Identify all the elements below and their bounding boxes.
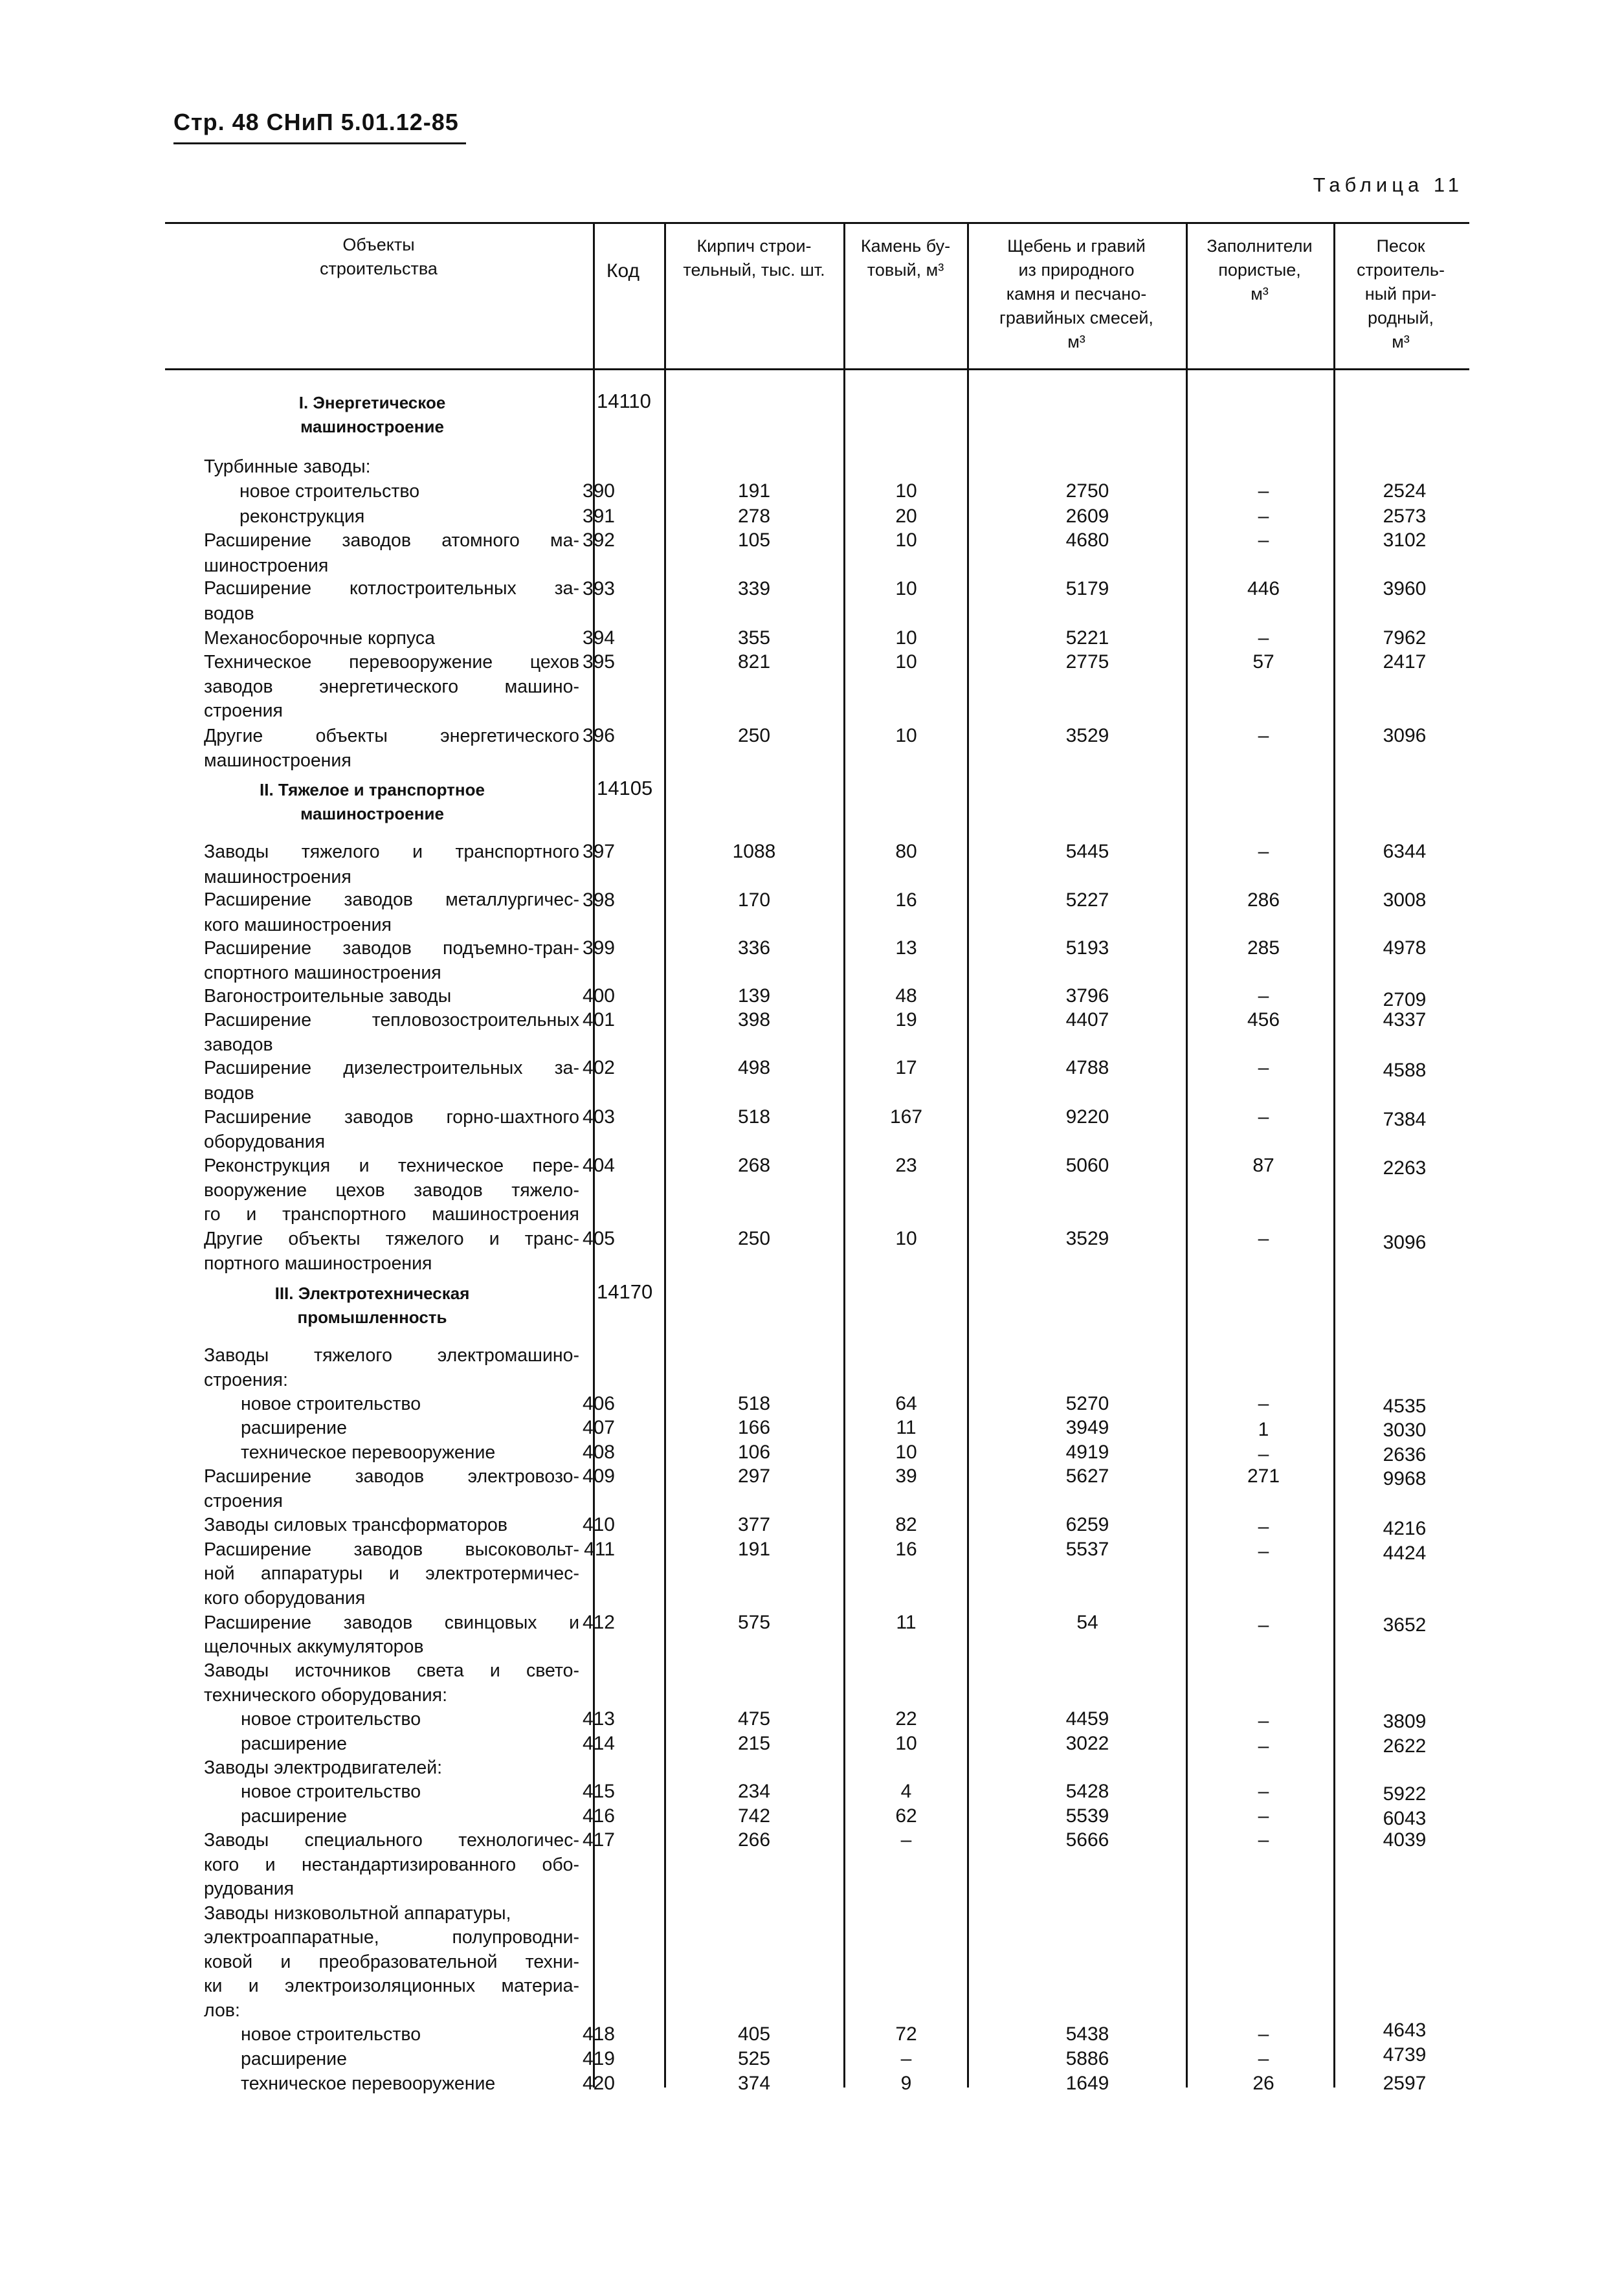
cell-brick: 191	[737, 1539, 771, 1560]
row-label: Заводы источников света и свето-	[204, 1660, 579, 1681]
cell-code: 409	[582, 1465, 615, 1487]
cell-gravel: 5539	[1065, 1805, 1109, 1827]
row-label: Другие объекты тяжелого и транс-	[204, 1229, 579, 1249]
row-label: ковой и преобразовательной техни-	[204, 1952, 579, 1972]
cell-sand: 4588	[1383, 1060, 1427, 1081]
cell-stone: 10	[895, 725, 917, 746]
cell-code: 403	[582, 1106, 615, 1128]
cell-brick: 575	[737, 1612, 771, 1633]
row-label: Заводы специального технологичес-	[204, 1830, 579, 1851]
cell-stone: 10	[895, 627, 917, 649]
cell-gravel: 9220	[1065, 1106, 1109, 1128]
column-divider	[1186, 222, 1188, 2088]
cell-stone: 39	[895, 1465, 917, 1487]
column-divider	[664, 222, 666, 2088]
cell-code: 416	[582, 1805, 615, 1827]
cell-gravel: 5193	[1065, 937, 1109, 959]
row-label: кого оборудования	[204, 1588, 366, 1609]
cell-code: 411	[584, 1539, 615, 1560]
cell-fillers: –	[1258, 480, 1269, 502]
table-header-rule	[165, 368, 1469, 370]
row-label: кого и нестандартизированного обо-	[204, 1854, 579, 1875]
cell-sand: 6344	[1383, 841, 1427, 862]
cell-stone: 11	[896, 1612, 917, 1633]
row-label: ной аппаратуры и электротермичес-	[204, 1563, 579, 1584]
row-label: Расширение заводов высоковольт-	[204, 1539, 579, 1560]
column-header-stone: Камень бу- товый, м³	[860, 236, 951, 280]
row-label: машиностроения	[204, 750, 351, 771]
cell-brick: 398	[737, 1009, 771, 1030]
row-label: Расширение заводов атомного ма-	[204, 530, 579, 551]
row-label: портного машиностроения	[204, 1253, 432, 1274]
cell-gravel: 2609	[1065, 506, 1109, 527]
cell-brick: 278	[737, 506, 771, 527]
cell-sand: 2597	[1383, 2073, 1427, 2094]
cell-fillers: 285	[1247, 937, 1280, 959]
cell-fillers: 446	[1247, 578, 1280, 599]
row-label: Расширение котлостроительных за-	[204, 578, 579, 599]
cell-sand: 4216	[1383, 1518, 1427, 1539]
row-label: машиностроения	[204, 867, 351, 887]
cell-gravel: 5060	[1065, 1155, 1109, 1176]
cell-sand: 6043	[1383, 1808, 1427, 1829]
cell-brick: 215	[737, 1733, 771, 1754]
cell-sand: 2524	[1383, 480, 1427, 502]
cell-brick: 336	[737, 937, 771, 959]
cell-gravel: 2750	[1065, 480, 1109, 502]
cell-gravel: 3796	[1065, 985, 1109, 1007]
cell-fillers: –	[1258, 1710, 1269, 1732]
cell-sand: 3096	[1383, 1232, 1427, 1253]
cell-brick: 297	[737, 1465, 771, 1487]
section-title: III. Электротехническая промышленность	[274, 1284, 470, 1327]
row-label: спортного машиностроения	[204, 963, 441, 983]
cell-fillers: –	[1258, 1228, 1269, 1249]
row-label: Вагоностроительные заводы	[204, 986, 452, 1007]
cell-fillers: 286	[1247, 889, 1280, 911]
column-divider	[1333, 222, 1335, 2088]
cell-sand: 3809	[1383, 1711, 1427, 1732]
column-header-sand: Песок строитель- ный при- родный, м³	[1357, 236, 1445, 351]
row-label: расширение	[241, 2049, 347, 2069]
cell-gravel: 5227	[1065, 889, 1109, 911]
cell-sand: 7384	[1383, 1109, 1427, 1130]
cell-code: 414	[582, 1733, 615, 1754]
cell-code: 395	[582, 651, 615, 673]
row-label: технического оборудования:	[204, 1685, 448, 1706]
row-label: Заводы силовых трансформаторов	[204, 1515, 508, 1535]
cell-stone: 48	[895, 985, 917, 1007]
section-title: II. Тяжелое и транспортное машиностроение	[260, 780, 485, 823]
cell-gravel: 3529	[1065, 725, 1109, 746]
cell-stone: 10	[895, 480, 917, 502]
cell-code: 412	[582, 1612, 615, 1633]
row-label: шиностроения	[204, 555, 329, 576]
cell-gravel: 1649	[1065, 2073, 1109, 2094]
cell-fillers: –	[1258, 1057, 1269, 1078]
cell-fillers: –	[1258, 1735, 1269, 1757]
cell-fillers: –	[1258, 627, 1269, 649]
cell-code: 393	[582, 578, 615, 599]
row-label: Расширение заводов горно-шахтного	[204, 1107, 579, 1128]
cell-gravel: 5428	[1065, 1781, 1109, 1802]
cell-code: 392	[582, 529, 615, 551]
cell-brick: 250	[737, 1228, 771, 1249]
row-label: рудования	[204, 1878, 295, 1899]
cell-code: 397	[582, 841, 615, 862]
row-label: Расширение заводов электровозо-	[204, 1466, 579, 1487]
cell-brick: 821	[737, 651, 771, 673]
cell-gravel: 5221	[1065, 627, 1109, 649]
cell-code: 396	[582, 725, 615, 746]
cell-stone: 17	[895, 1057, 917, 1078]
cell-fillers: 26	[1252, 2073, 1274, 2094]
cell-stone: 10	[895, 578, 917, 599]
cell-brick: 170	[737, 889, 771, 911]
cell-gravel: 5537	[1065, 1539, 1109, 1560]
cell-code: 419	[582, 2048, 615, 2069]
row-label: Турбинные заводы:	[204, 456, 371, 477]
cell-gravel: 4407	[1065, 1009, 1109, 1030]
cell-fillers: –	[1258, 1614, 1269, 1636]
cell-code: 398	[582, 889, 615, 911]
cell-stone: –	[900, 1829, 912, 1851]
cell-sand: 2622	[1383, 1735, 1427, 1757]
row-label: Расширение заводов подъемно-тран-	[204, 938, 579, 959]
column-header-fillers: Заполнители пористые, м³	[1207, 236, 1313, 304]
row-label: водов	[204, 1083, 254, 1104]
row-label: водов	[204, 603, 254, 624]
column-header-gravel: Щебень и гравий из природного камня и песчано- гравийных смесей, м³	[999, 236, 1153, 351]
cell-stone: 62	[895, 1805, 917, 1827]
cell-stone: 10	[895, 1733, 917, 1754]
row-label: новое строительство	[239, 481, 420, 502]
cell-sand: 7962	[1383, 627, 1427, 649]
row-label: новое строительство	[241, 1394, 421, 1414]
cell-code: 418	[582, 2023, 615, 2045]
cell-code: 410	[582, 1514, 615, 1535]
row-label: Заводы электродвигателей:	[204, 1757, 443, 1778]
cell-sand: 3096	[1383, 725, 1427, 746]
cell-brick: 191	[737, 480, 771, 502]
row-label: Механосборочные корпуса	[204, 628, 435, 649]
cell-stone: 16	[895, 889, 917, 911]
row-label: техническое перевооружение	[241, 1442, 496, 1463]
cell-fillers: –	[1258, 1443, 1269, 1465]
section-code: 14105	[597, 777, 653, 799]
cell-gravel: 5445	[1065, 841, 1109, 862]
row-label: электроаппаратные, полупроводни-	[204, 1927, 579, 1948]
cell-brick: 106	[737, 1442, 771, 1463]
row-label: Расширение тепловозостроительных	[204, 1010, 579, 1030]
cell-brick: 234	[737, 1781, 771, 1802]
row-label: заводов	[204, 1034, 273, 1055]
table-caption: Таблица 11	[1313, 173, 1463, 196]
cell-gravel: 3022	[1065, 1733, 1109, 1754]
cell-fillers: –	[1258, 506, 1269, 527]
row-label: Расширение заводов свинцовых и	[204, 1612, 579, 1633]
cell-fillers: –	[1258, 1829, 1269, 1851]
cell-code: 405	[582, 1228, 615, 1249]
cell-gravel: 3529	[1065, 1228, 1109, 1249]
cell-fillers: –	[1258, 2048, 1269, 2069]
cell-sand: 3102	[1383, 529, 1427, 551]
cell-gravel: 3949	[1065, 1417, 1109, 1438]
cell-sand: 4978	[1383, 937, 1427, 959]
cell-stone: 80	[895, 841, 917, 862]
cell-stone: 64	[895, 1393, 917, 1414]
cell-sand: 2709	[1383, 989, 1427, 1010]
cell-stone: 10	[895, 651, 917, 673]
cell-stone: 13	[895, 937, 917, 959]
cell-fillers: 271	[1247, 1465, 1280, 1487]
cell-brick: 374	[737, 2073, 771, 2094]
row-label: го и транспортного машиностроения	[204, 1204, 579, 1225]
cell-sand: 2636	[1383, 1444, 1427, 1465]
cell-code: 407	[582, 1417, 615, 1438]
row-label: реконструкция	[239, 506, 365, 527]
cell-sand: 4739	[1383, 2044, 1427, 2066]
cell-gravel: 5627	[1065, 1465, 1109, 1487]
cell-stone: 72	[895, 2023, 917, 2045]
cell-sand: 4424	[1383, 1542, 1427, 1564]
cell-gravel: 4919	[1065, 1442, 1109, 1463]
cell-fillers: –	[1258, 841, 1269, 862]
cell-gravel: 4680	[1065, 529, 1109, 551]
column-divider	[967, 222, 969, 2088]
cell-stone: 16	[895, 1539, 917, 1560]
column-header-code: Код	[606, 260, 640, 282]
row-label: Заводы низковольтной аппаратуры,	[204, 1903, 511, 1924]
cell-sand: 3652	[1383, 1614, 1427, 1636]
cell-gravel: 5270	[1065, 1393, 1109, 1414]
cell-fillers: 456	[1247, 1009, 1280, 1030]
row-label: щелочных аккумуляторов	[204, 1636, 424, 1657]
cell-brick: 475	[737, 1708, 771, 1730]
cell-brick: 139	[737, 985, 771, 1007]
row-label: расширение	[241, 1733, 347, 1754]
cell-gravel: 5886	[1065, 2048, 1109, 2069]
cell-code: 400	[582, 985, 615, 1007]
cell-sand: 5922	[1383, 1783, 1427, 1805]
cell-sand: 4643	[1383, 2020, 1427, 2041]
cell-stone: 167	[889, 1106, 923, 1128]
row-label: строения:	[204, 1370, 288, 1390]
cell-fillers: –	[1258, 2023, 1269, 2045]
cell-stone: 19	[895, 1009, 917, 1030]
cell-fillers: –	[1258, 1516, 1269, 1537]
row-label: новое строительство	[241, 2024, 421, 2045]
cell-stone: 10	[895, 1442, 917, 1463]
cell-brick: 405	[737, 2023, 771, 2045]
cell-brick: 525	[737, 2048, 771, 2069]
section-code: 14110	[597, 390, 651, 412]
cell-fillers: –	[1258, 1393, 1269, 1414]
row-label: строения	[204, 700, 283, 721]
cell-sand: 3008	[1383, 889, 1427, 911]
cell-sand: 3960	[1383, 578, 1427, 599]
section-code: 14170	[597, 1280, 653, 1303]
table-top-rule	[165, 222, 1469, 224]
cell-sand: 2417	[1383, 651, 1427, 673]
cell-fillers: –	[1258, 1541, 1269, 1562]
row-label: Заводы тяжелого и транспортного	[204, 841, 579, 862]
cell-fillers: –	[1258, 529, 1269, 551]
row-label: новое строительство	[241, 1781, 421, 1802]
cell-brick: 518	[737, 1106, 771, 1128]
row-label: заводов энергетического машино-	[204, 676, 579, 697]
row-label: кого машиностроения	[204, 915, 392, 935]
cell-fillers: 1	[1258, 1419, 1269, 1440]
row-label: Другие объекты энергетического	[204, 726, 579, 746]
cell-fillers: –	[1258, 1781, 1269, 1802]
cell-gravel: 5179	[1065, 578, 1109, 599]
page-header: Стр. 48 СНиП 5.01.12-85	[173, 109, 466, 144]
cell-fillers: –	[1258, 725, 1269, 746]
cell-code: 399	[582, 937, 615, 959]
row-label: Заводы тяжелого электромашино-	[204, 1345, 579, 1366]
cell-gravel: 5666	[1065, 1829, 1109, 1851]
cell-fillers: –	[1258, 1805, 1269, 1827]
cell-stone: 22	[895, 1708, 917, 1730]
cell-brick: 498	[737, 1057, 771, 1078]
cell-code: 401	[582, 1009, 615, 1030]
cell-code: 402	[582, 1057, 615, 1078]
cell-code: 391	[582, 506, 615, 527]
cell-stone: 23	[895, 1155, 917, 1176]
row-label: Расширение заводов металлургичес-	[204, 889, 579, 910]
cell-brick: 355	[737, 627, 771, 649]
cell-gravel: 4459	[1065, 1708, 1109, 1730]
cell-stone: 10	[895, 529, 917, 551]
cell-brick: 268	[737, 1155, 771, 1176]
cell-code: 415	[582, 1781, 615, 1802]
cell-brick: 742	[737, 1805, 771, 1827]
cell-gravel: 4788	[1065, 1057, 1109, 1078]
column-divider	[843, 222, 845, 2088]
cell-code: 408	[582, 1442, 615, 1463]
cell-stone: 10	[895, 1228, 917, 1249]
cell-brick: 105	[737, 529, 771, 551]
row-label: техническое перевооружение	[241, 2073, 496, 2094]
cell-sand: 2573	[1383, 506, 1427, 527]
cell-fillers: 87	[1252, 1155, 1274, 1176]
cell-fillers: 57	[1252, 651, 1274, 673]
cell-stone: 20	[895, 506, 917, 527]
cell-code: 413	[582, 1708, 615, 1730]
row-label: Техническое перевооружение цехов	[204, 652, 579, 673]
cell-stone: 9	[900, 2073, 912, 2094]
cell-code: 417	[582, 1829, 615, 1851]
cell-brick: 1088	[732, 841, 776, 862]
cell-fillers: –	[1258, 1106, 1269, 1128]
row-label: новое строительство	[241, 1709, 421, 1730]
row-label: расширение	[241, 1806, 347, 1827]
row-label: Реконструкция и техническое пере-	[204, 1155, 579, 1176]
cell-sand: 4535	[1383, 1396, 1427, 1417]
cell-stone: 11	[896, 1417, 917, 1438]
cell-stone: 4	[900, 1781, 912, 1802]
cell-sand: 3030	[1383, 1420, 1427, 1441]
cell-brick: 377	[737, 1514, 771, 1535]
cell-sand: 9968	[1383, 1468, 1427, 1489]
column-header-brick: Кирпич строи- тельный, тыс. шт.	[683, 236, 825, 280]
cell-sand: 2263	[1383, 1157, 1427, 1179]
cell-gravel: 5438	[1065, 2023, 1109, 2045]
row-label: ки и электроизоляционных материа-	[204, 1976, 579, 1996]
row-label: строения	[204, 1491, 283, 1511]
cell-code: 406	[582, 1393, 615, 1414]
cell-sand: 4039	[1383, 1829, 1427, 1851]
row-label: Расширение дизелестроительных за-	[204, 1058, 579, 1078]
row-label: оборудования	[204, 1131, 326, 1152]
cell-gravel: 2775	[1065, 651, 1109, 673]
row-label: лов:	[204, 2000, 240, 2021]
cell-gravel: 6259	[1065, 1514, 1109, 1535]
cell-brick: 518	[737, 1393, 771, 1414]
cell-stone: 82	[895, 1514, 917, 1535]
row-label: расширение	[241, 1418, 347, 1438]
cell-brick: 250	[737, 725, 771, 746]
cell-code: 404	[582, 1155, 615, 1176]
row-label: вооружение цехов заводов тяжело-	[204, 1180, 579, 1201]
cell-sand: 4337	[1383, 1009, 1427, 1030]
cell-fillers: –	[1258, 985, 1269, 1007]
cell-gravel: 54	[1076, 1612, 1098, 1633]
cell-brick: 166	[737, 1417, 771, 1438]
column-header-objects: Объекты строительства	[320, 235, 438, 278]
section-title: I. Энергетическое машиностроение	[298, 393, 446, 436]
cell-code: 420	[582, 2073, 615, 2094]
cell-brick: 339	[737, 578, 771, 599]
cell-code: 390	[582, 480, 615, 502]
cell-brick: 266	[737, 1829, 771, 1851]
cell-code: 394	[582, 627, 615, 649]
cell-stone: –	[900, 2048, 912, 2069]
